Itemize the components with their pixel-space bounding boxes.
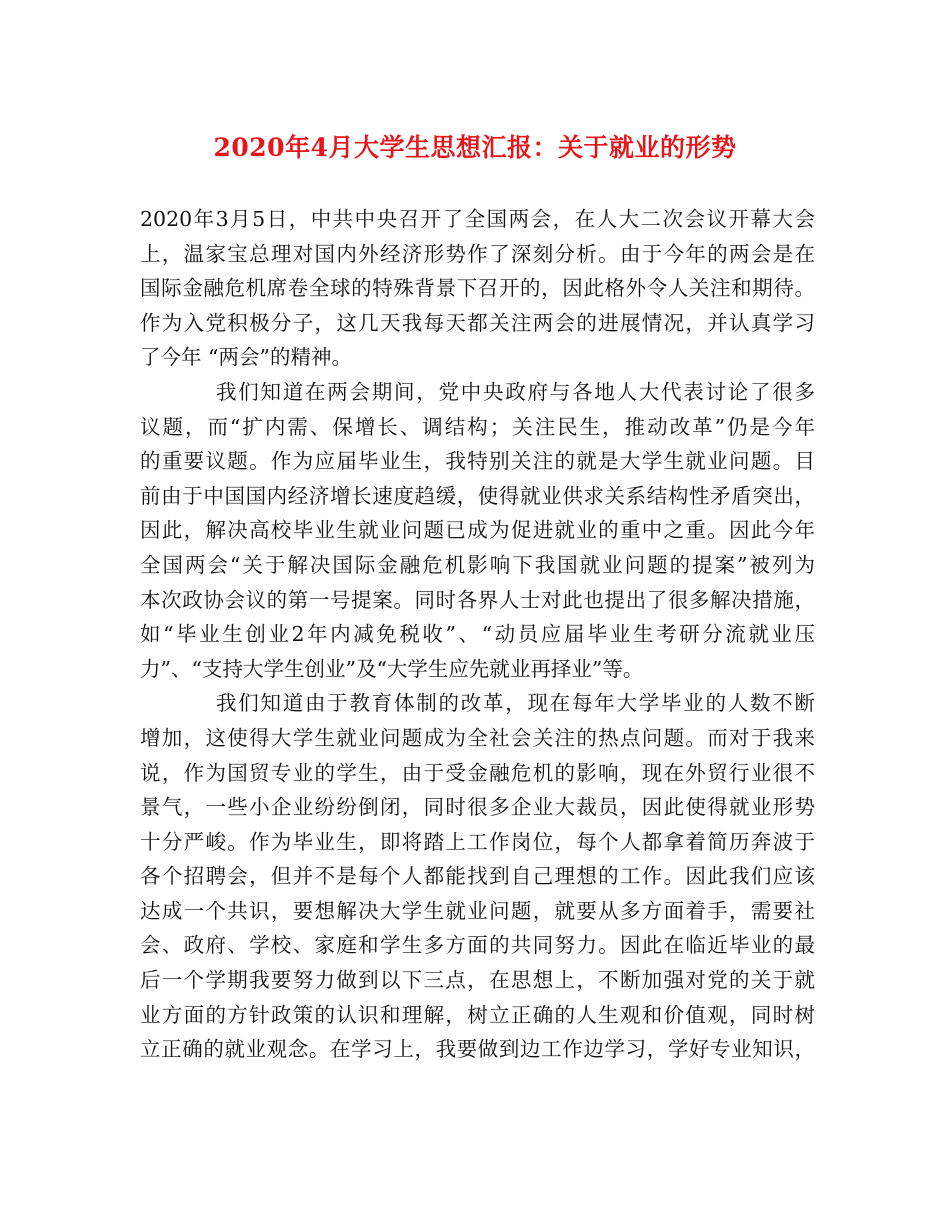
paragraph-line: 业方面的方针政策的认识和理解，树立正确的人生观和价值观，同时树 bbox=[140, 1002, 815, 1027]
paragraph bbox=[140, 202, 815, 375]
paragraph-line: 说，作为国贸专业的学生，由于受金融危机的影响，现在外贸行业很不 bbox=[140, 760, 815, 785]
paragraph-line: 十分严峻。作为毕业生，即将踏上工作岗位，每个人都拿着简历奔波于 bbox=[140, 829, 815, 854]
paragraph-line: 力”、“支持大学生创业”及“大学生应先就业再择业”等。 bbox=[140, 656, 644, 681]
paragraph-line: 2020年3月5日，中共中央召开了全国两会，在人大二次会议开幕大会 bbox=[140, 207, 815, 231]
paragraph-line: 国际金融危机席卷全球的特殊背景下召开的，因此格外令人关注和期待。 bbox=[140, 276, 815, 301]
paragraph bbox=[140, 686, 815, 1067]
paragraph-line: 的重要议题。作为应届毕业生，我特别关注的就是大学生就业问题。目 bbox=[140, 449, 815, 474]
paragraph-line: 各个招聘会，但并不是每个人都能找到自己理想的工作。因此我们应该 bbox=[140, 864, 815, 889]
document-title: 2020年4月大学生思想汇报：关于就业的形势 bbox=[213, 133, 737, 162]
paragraph-line: 我们知道在两会期间，党中央政府与各地人大代表讨论了很多 bbox=[216, 379, 815, 404]
paragraph-line: 因此，解决高校毕业生就业问题已成为促进就业的重中之重。因此今年 bbox=[140, 518, 815, 543]
paragraph-line: 如“毕业生创业2年内减免税收”、“动员应届毕业生考研分流就业压 bbox=[140, 622, 815, 647]
paragraph-line: 本次政协会议的第一号提案。同时各界人士对此也提出了很多解决措施， bbox=[140, 587, 815, 612]
paragraph-line: 增加，这使得大学生就业问题成为全社会关注的热点问题。而对于我来 bbox=[140, 725, 815, 750]
paragraph-line: 达成一个共识，要想解决大学生就业问题，就要从多方面着手，需要社 bbox=[140, 898, 815, 923]
paragraph-line: 议题，而“扩内需、保增长、调结构；关注民生，推动改革”仍是今年 bbox=[140, 414, 815, 439]
paragraph-line: 会、政府、学校、家庭和学生多方面的共同努力。因此在临近毕业的最 bbox=[140, 933, 815, 958]
paragraph-line: 前由于中国国内经济增长速度趋缓，使得就业供求关系结构性矛盾突出， bbox=[140, 483, 815, 508]
document-body bbox=[140, 202, 815, 1067]
paragraph-line: 上，温家宝总理对国内外经济形势作了深刻分析。由于今年的两会是在 bbox=[140, 241, 815, 266]
paragraph-line: 全国两会“关于解决国际金融危机影响下我国就业问题的提案”被列为 bbox=[140, 552, 815, 577]
paragraph-line: 后一个学期我要努力做到以下三点，在思想上，不断加强对党的关于就 bbox=[140, 968, 815, 993]
paragraph bbox=[140, 375, 815, 686]
paragraph-line: 立正确的就业观念。在学习上，我要做到边工作边学习，学好专业知识， bbox=[140, 1037, 815, 1062]
paragraph-line: 作为入党积极分子，这几天我每天都关注两会的进展情况，并认真学习 bbox=[140, 310, 815, 335]
paragraph-line: 我们知道由于教育体制的改革，现在每年大学毕业的人数不断 bbox=[216, 691, 815, 716]
paragraph-line: 了今年 “两会”的精神。 bbox=[140, 345, 352, 370]
paragraph-line: 景气，一些小企业纷纷倒闭，同时很多企业大裁员，因此使得就业形势 bbox=[140, 795, 815, 820]
